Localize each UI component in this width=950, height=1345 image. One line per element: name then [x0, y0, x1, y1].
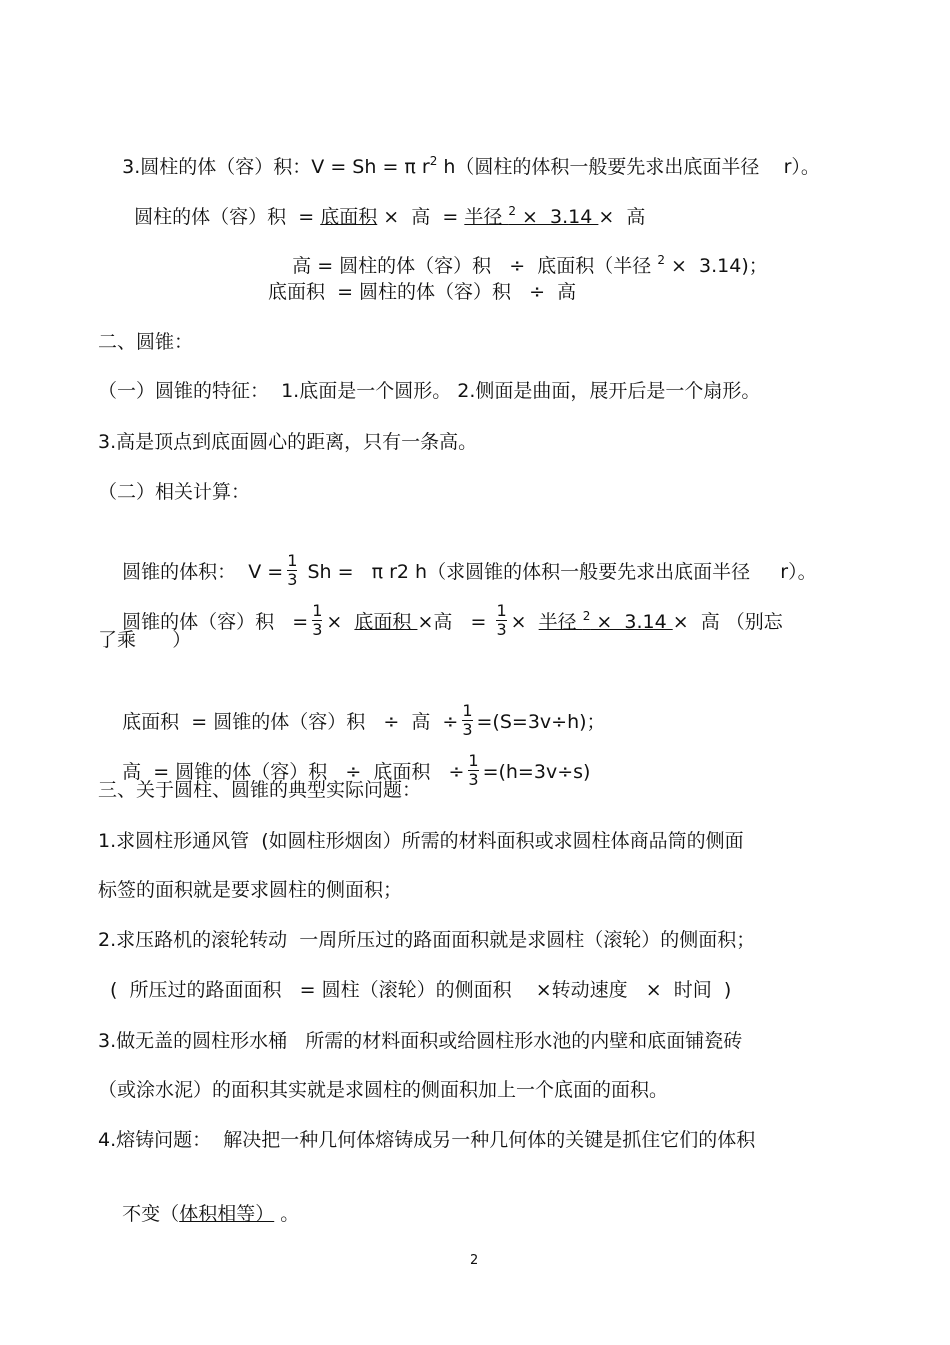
- problem-4-line-2: 不变（体积相等） 。: [122, 1203, 300, 1225]
- page-number: 2: [470, 1253, 479, 1268]
- problem-1-line-1: 1.求圆柱形通风管 (如圆柱形烟囱）所需的材料面积或求圆柱体商品筒的侧面: [98, 830, 744, 852]
- cone-height-note: 3.高是顶点到底面圆心的距离，只有一条高。: [98, 431, 478, 453]
- cylinder-volume-formula: 3.圆柱的体（容）积：V = Sh = π $r^2$ h（圆柱的体积一般要先求出底面半径 r）。: [122, 154, 820, 178]
- cone-height-formula: 高 = 圆锥的体（容）积 ÷ 底面积 ÷ $\frac{1}{3}$ =(h=3v÷s): [122, 751, 591, 789]
- fraction-one-third: $\frac{1}{3}$: [468, 751, 479, 789]
- problem-3-line-1: 3.做无盖的圆柱形水桶 所需的材料面积或给圆柱形水池的内壁和底面铺瓷砖: [98, 1030, 743, 1052]
- cylinder-base-formula: 底面积 = 圆柱的体（容）积 ÷ 高: [268, 281, 577, 303]
- cone-base-formula: 底面积 = 圆锥的体（容）积 ÷ 高 ÷ $\frac{1}{3}$ =(S=3v÷h)；: [122, 701, 606, 739]
- cone-volume-formula: 圆锥的体积： V = $\frac{1}{3}$ Sh = π r2 h（求圆锥的体积一般要先求出底面半径 r）。: [122, 551, 817, 589]
- section-heading-problems: 三、关于圆柱、圆锥的典型实际问题：: [98, 779, 422, 801]
- fraction-one-third: $\frac{1}{3}$: [496, 601, 507, 639]
- subheading-calculation: （二）相关计算：: [98, 481, 251, 503]
- fraction-one-third: $\frac{1}{3}$: [287, 551, 298, 589]
- fraction-one-third: $\frac{1}{3}$: [462, 701, 473, 739]
- cone-volume-words: 圆锥的体（容）积 = $\frac{1}{3}$ × 底面积 ×高 = $\frac{1}{3}$ × 半径 $^2$ × 3.14 × 高 （别忘: [122, 601, 783, 639]
- section-heading-cone: 二、圆锥：: [98, 331, 194, 353]
- cone-reminder: 了乘 ）: [98, 629, 192, 651]
- problem-3-line-2: （或涂水泥）的面积其实就是求圆柱的侧面积加上一个底面的面积。: [98, 1079, 669, 1101]
- cylinder-volume-words: 圆柱的体（容）积 = 底面积 × 高 = 半径 $^2$ × 3.14 × 高: [134, 204, 646, 228]
- problem-2-line-2: ( 所压过的路面面积 = 圆柱（滚轮）的侧面积 ×转动速度 × 时间 ): [110, 979, 732, 1001]
- problem-4-line-1: 4.熔铸问题： 解决把一种几何体熔铸成另一种几何体的关键是抓住它们的体积: [98, 1129, 756, 1151]
- fraction-one-third: $\frac{1}{3}$: [312, 601, 323, 639]
- cone-features: （一）圆锥的特征： 1.底面是一个圆形。 2.侧面是曲面，展开后是一个扇形。: [98, 380, 761, 402]
- problem-2-line-1: 2.求压路机的滚轮转动 一周所压过的路面面积就是求圆柱（滚轮）的侧面积；: [98, 929, 756, 951]
- cylinder-height-formula: 高 = 圆柱的体（容）积 ÷ 底面积（半径 $^2$ × 3.14)；: [292, 253, 768, 277]
- problem-1-line-2: 标签的面积就是要求圆柱的侧面积；: [98, 879, 403, 901]
